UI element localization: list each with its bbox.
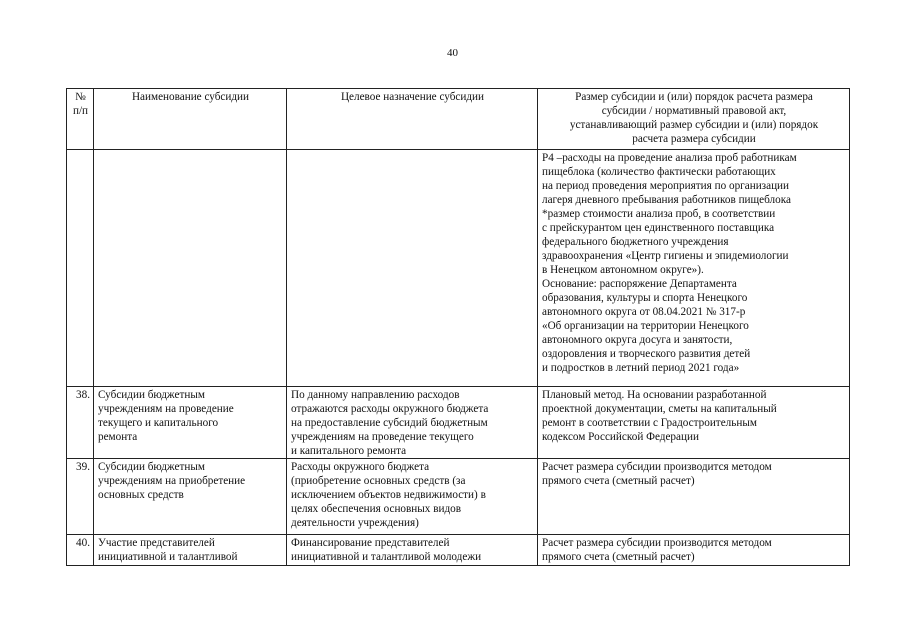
header-purpose: Целевое назначение субсидии xyxy=(287,89,538,150)
row-num: 39. xyxy=(67,459,94,535)
row-purpose: Расходы окружного бюджета (приобретение основных средств (за исключением объектов недвижимости) в целях обеспечения основных видов деятельности учреждения) xyxy=(287,459,538,535)
row-size: Расчет размера субсидии производится методом прямого счета (сметный расчет) xyxy=(538,459,850,535)
row-name: Субсидии бюджетным учреждениям на проведение текущего и капитального ремонта xyxy=(94,387,287,459)
table-row xyxy=(67,535,850,566)
subsidy-table xyxy=(66,88,850,566)
header-size: Размер субсидии и (или) порядок расчета размера субсидии / нормативный правовой акт, устанавливающий размер субсидии и (или) порядок расчета размера субсидии xyxy=(538,89,850,150)
row-size: Р4 –расходы на проведение анализа проб работникам пищеблока (количество фактически работающих на период проведения мероприятия по организации лагеря дневного пребывания работников пищеблока *размер стоимости анализа проб, в соответствии с прейскурантом цен единственного поставщика федерального бюджетного учреждения здравоохранения «Центр гигиены и эпидемиологии в Ненецком автономном округе»). Основание: распоряжение Департамента образования, культуры и спорта Ненецкого автономного округа от 08.04.2021 № 317-р «Об организации на территории Ненецкого автономного округа досуга и занятости, оздоровления и творческого развития детей и подростков в летний период 2021 года» xyxy=(538,150,850,387)
row-name: Субсидии бюджетным учреждениям на приобретение основных средств xyxy=(94,459,287,535)
row-purpose: Финансирование представителей инициативной и талантливой молодежи xyxy=(287,535,538,566)
table-row xyxy=(67,150,850,387)
row-num: 40. xyxy=(67,535,94,566)
table-row xyxy=(67,387,850,459)
row-purpose: По данному направлению расходов отражаются расходы окружного бюджета на предоставление субсидий бюджетным учреждениям на проведение текущего и капитального ремонта xyxy=(287,387,538,459)
row-purpose xyxy=(287,150,538,387)
header-num: № п/п xyxy=(67,89,94,150)
row-num xyxy=(67,150,94,387)
row-name: Участие представителей инициативной и талантливой xyxy=(94,535,287,566)
header-name: Наименование субсидии xyxy=(94,89,287,150)
row-size: Расчет размера субсидии производится методом прямого счета (сметный расчет) xyxy=(538,535,850,566)
row-num: 38. xyxy=(67,387,94,459)
table-header-row xyxy=(67,89,850,150)
page-number: 40 xyxy=(447,47,458,59)
row-name xyxy=(94,150,287,387)
table-row xyxy=(67,459,850,535)
row-size: Плановый метод. На основании разработанной проектной документации, сметы на капитальный ремонт в соответствии с Градостроительным кодексом Российской Федерации xyxy=(538,387,850,459)
